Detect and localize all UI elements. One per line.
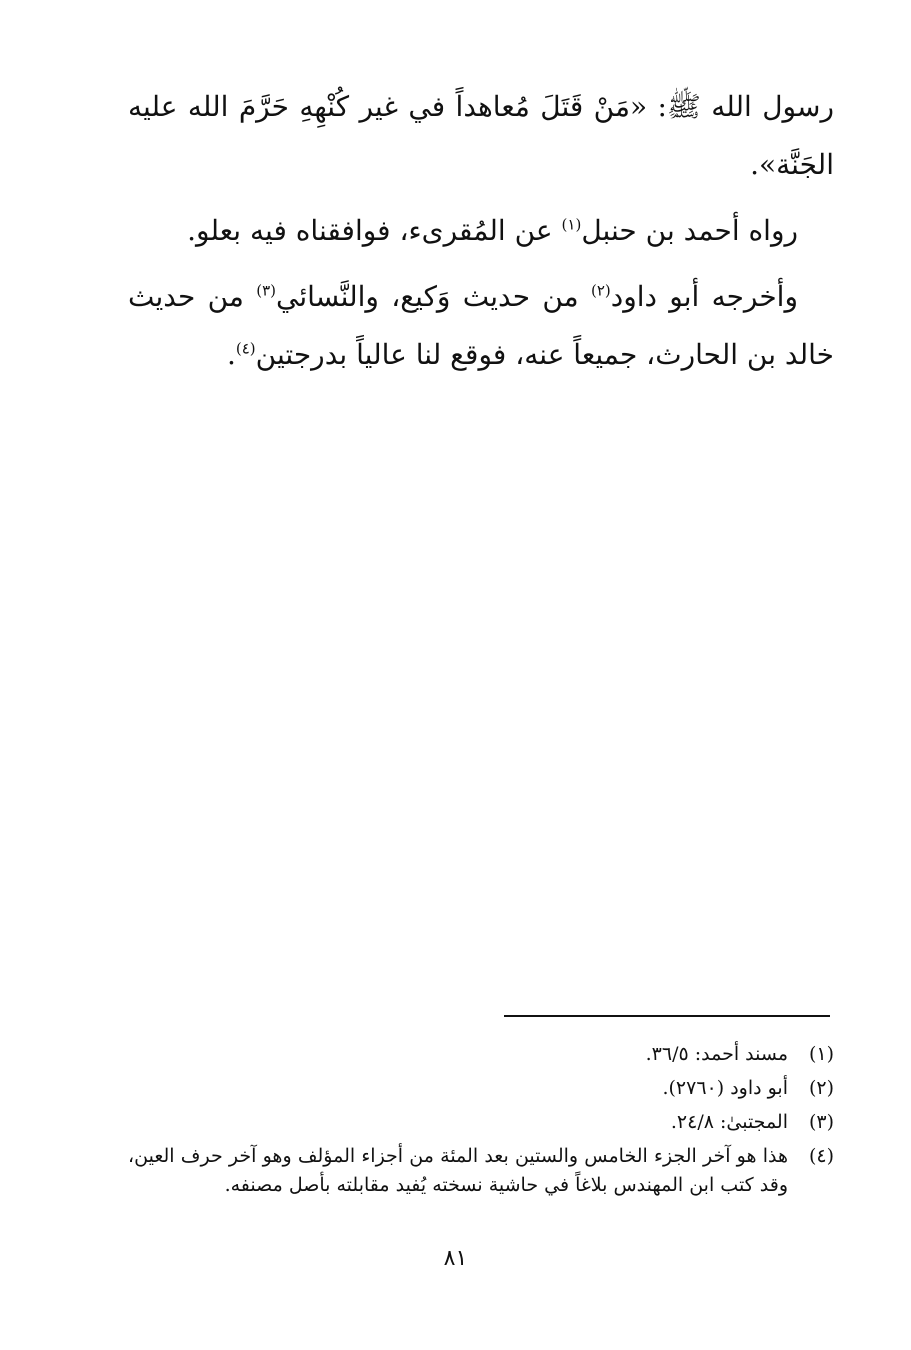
- paragraph-text: .: [226, 338, 236, 371]
- footnote-reference: (٣): [256, 281, 276, 300]
- paragraph-text: رواه أحمد بن حنبل: [581, 214, 798, 247]
- footnote-separator: [504, 1015, 830, 1017]
- paragraph-text: رسول الله ﷺ: «مَنْ قَتَلَ مُعاهداً في غير كُنْهِهِ حَرَّمَ الله عليه الجَنَّة».: [128, 90, 835, 181]
- footnote-text: هذا هو آخر الجزء الخامس والستين بعد المئة من أجزاء المؤلف وهو آخر حرف العين، وقد كتب ابن المهندس بلاغاً في حاشية نسخته يُفيد مقابلته بأصل مصنفه.: [128, 1145, 788, 1196]
- footnote-number: (٣): [808, 1111, 834, 1133]
- footnote: [128, 1142, 834, 1200]
- paragraph-text: عن المُقرىء، فوافقناه فيه بعلو.: [187, 214, 562, 247]
- page-number: ٨١: [443, 1246, 468, 1271]
- footnote: [128, 1074, 834, 1103]
- footnote-reference: (١): [561, 215, 582, 234]
- paragraph-text: من حديث خالد بن الحارث، جميعاً عنه، فوقع لنا عالياً بدرجتين: [128, 280, 834, 371]
- footnotes: [128, 1040, 834, 1205]
- footnote-number: (٢): [808, 1077, 834, 1099]
- footnote: [128, 1040, 834, 1069]
- body-paragraph: [128, 202, 834, 260]
- footnote-text: أبو داود (٢٧٦٠).: [662, 1077, 788, 1099]
- body-text: [128, 78, 834, 384]
- footnote-number: (١): [808, 1043, 834, 1065]
- footnote-reference: (٤): [235, 339, 256, 358]
- footnote: [128, 1108, 834, 1137]
- body-paragraph: [128, 78, 834, 194]
- footnote-number: (٤): [808, 1145, 834, 1167]
- paragraph-text: من حديث وَكيع، والنَّسائي: [275, 280, 591, 313]
- body-paragraph: [128, 268, 834, 384]
- paragraph-text: وأخرجه أبو داود: [610, 280, 798, 313]
- footnote-text: مسند أحمد: ٣٦/٥.: [645, 1043, 788, 1065]
- footnote-text: المجتبىٰ: ٢٤/٨.: [670, 1111, 788, 1133]
- footnote-reference: (٢): [590, 281, 611, 300]
